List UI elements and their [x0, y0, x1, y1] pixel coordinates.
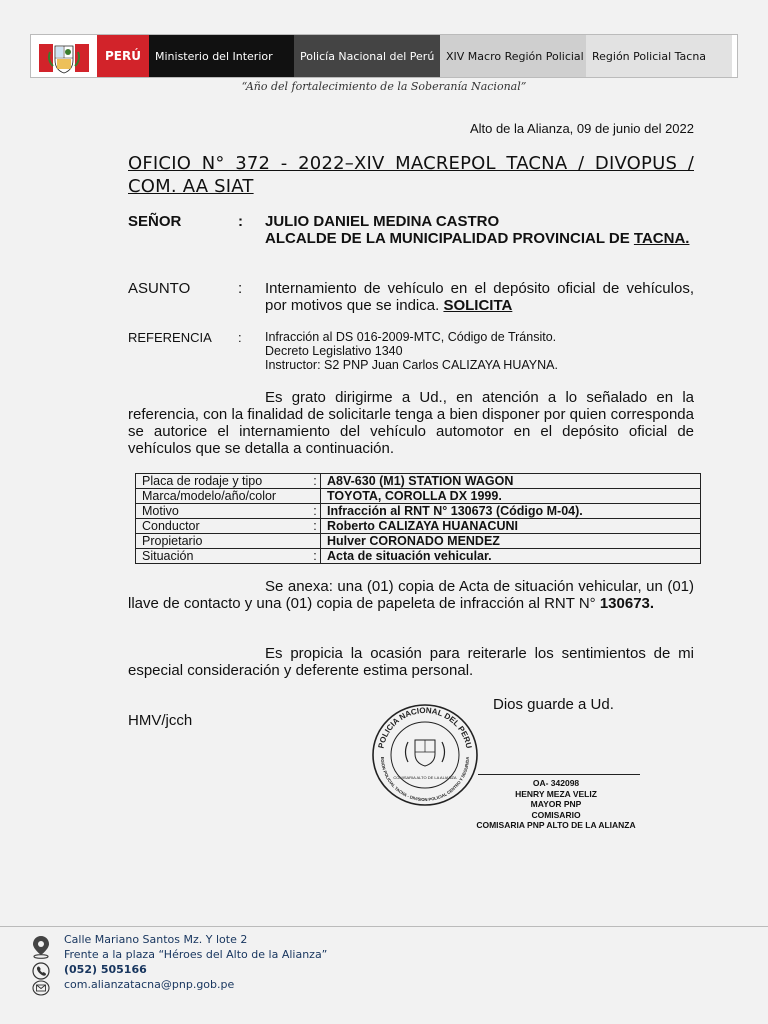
table-row-separator [310, 489, 321, 504]
table-row [136, 534, 701, 549]
signature-line-text: MAYOR PNP [530, 799, 582, 809]
footer-address-line-2: Frente a la plaza “Héroes del Alto de la Alianza” [64, 948, 328, 961]
reference-line: Infracción al DS 016-2009-MTC, Código de Tránsito. [265, 330, 557, 344]
peru-coat-of-arms-icon [31, 35, 97, 77]
subject-emphasis: SOLICITA [443, 297, 513, 314]
recipient-title: ALCALDE DE LA MUNICIPALIDAD PROVINCIAL DE TACNA. [265, 230, 690, 247]
table-row-value: Roberto CALIZAYA HUANACUNI [321, 519, 701, 534]
subject-label: ASUNTO [128, 280, 191, 297]
letter-date: Alto de la Alianza, 09 de junio del 2022 [469, 121, 694, 136]
table-row-separator: : [310, 474, 321, 489]
table-row-value: Acta de situación vehicular. [321, 549, 701, 564]
footer-address-line-1: Calle Mariano Santos Mz. Y lote 2 [64, 933, 248, 946]
table-row-label: Placa de rodaje y tipo [136, 474, 311, 489]
table-row [136, 504, 701, 519]
signature-line-text: OA- 342098 [532, 778, 580, 788]
reference-list [265, 330, 558, 372]
table-row [136, 549, 701, 564]
seal-bottom-text: EGION POLICIAL TACNA - DIVISION POLICIAL CENTRO Y SEGURIDA [379, 756, 471, 803]
infraction-number: 130673. [599, 595, 655, 612]
table-row-label: Marca/modelo/año/color [136, 489, 311, 504]
recipient-block [265, 213, 694, 247]
recipient-title-underlined: TACNA. [633, 230, 690, 247]
header-bar [30, 34, 738, 78]
table-row-label: Conductor [136, 519, 311, 534]
reference-label: REFERENCIA [128, 330, 212, 345]
reference-line: Decreto Legislativo 1340 [265, 344, 403, 358]
table-row-separator: : [310, 519, 321, 534]
header-macro-region: XIV Macro Región Policial [440, 35, 586, 77]
signature-line-text: COMISARIA PNP ALTO DE LA ALIANZA [476, 820, 636, 830]
table-row-value: Hulver CORONADO MENDEZ [321, 534, 701, 549]
table-row-value: A8V-630 (M1) STATION WAGON [321, 474, 701, 489]
recipient-name: JULIO DANIEL MEDINA CASTRO [265, 213, 500, 230]
header-ministry: Ministerio del Interior [149, 35, 294, 77]
table-row [136, 489, 701, 504]
seal-top-text: POLICIA NACIONAL DEL PERU [376, 705, 474, 750]
footer-phone: (052) 505166 [64, 963, 147, 976]
footer-email-link[interactable]: com.alianzatacna@pnp.gob.pe [64, 978, 235, 991]
header-region: Región Policial Tacna [586, 35, 732, 77]
body-paragraph-1: Es grato dirigirme a Ud., en atención a lo señalado en la referencia, con la finalidad de solicitarle tenga a bien disponer por quien corresponda se autorice el internamiento del vehículo automotor en el depósito oficial de vehículos que se detalla a continuación. [128, 389, 694, 457]
vehicle-details-table [135, 473, 701, 564]
signature-line [478, 774, 640, 775]
email-icon [30, 980, 52, 996]
table-row-value: Infracción al RNT N° 130673 (Código M-04). [321, 504, 701, 519]
reference-colon: : [238, 330, 242, 345]
year-motto: “Año del fortalecimiento de la Soberanía Nacional” [241, 80, 527, 93]
body-paragraph-3: Es propicia la ocasión para reiterarle los sentimientos de mi especial consideración y deferente estima personal. [128, 645, 694, 679]
subject-colon: : [238, 280, 243, 297]
table-row-label: Propietario [136, 534, 311, 549]
table-row [136, 474, 701, 489]
table-row-label: Motivo [136, 504, 311, 519]
body-paragraph-2: Se anexa: una (01) copia de Acta de situación vehicular, un (01) llave de contacto y una (01) copia de papeleta de infracción al RNT N° 130673. [128, 578, 694, 612]
recipient-label: SEÑOR [128, 213, 182, 230]
table-row-separator [310, 534, 321, 549]
typist-initials: HMV/jcch [128, 712, 193, 729]
header-peru-label: PERÚ [97, 35, 149, 77]
phone-icon [30, 962, 52, 980]
table-row [136, 519, 701, 534]
table-row-separator: : [310, 504, 321, 519]
seal-inner-text: COMISARIA ALTO DE LA ALIANZA [393, 775, 457, 780]
oficio-number: OFICIO N° 372 - 2022–XIV MACREPOL TACNA / DIVOPUS / COM. AA SIAT [128, 153, 694, 197]
footer-divider [0, 926, 768, 927]
signature-line-text: HENRY MEZA VELIZ [515, 788, 597, 799]
subject-text: Internamiento de vehículo en el depósito oficial de vehículos, por motivos que se indica. SOLICITA [265, 280, 694, 314]
table-row-label: Situación [136, 549, 311, 564]
reference-line: Instructor: S2 PNP Juan Carlos CALIZAYA HUAYNA. [265, 358, 558, 372]
header-police: Policía Nacional del Perú [294, 35, 440, 77]
signature-line-text: COMISARIO [531, 809, 581, 820]
table-row-separator: : [310, 549, 321, 564]
recipient-colon: : [238, 213, 243, 230]
location-pin-icon [30, 935, 52, 959]
signature-block [456, 778, 656, 831]
table-row-value: TOYOTA, COROLLA DX 1999. [321, 489, 701, 504]
closing-phrase: Dios guarde a Ud. [493, 696, 614, 713]
